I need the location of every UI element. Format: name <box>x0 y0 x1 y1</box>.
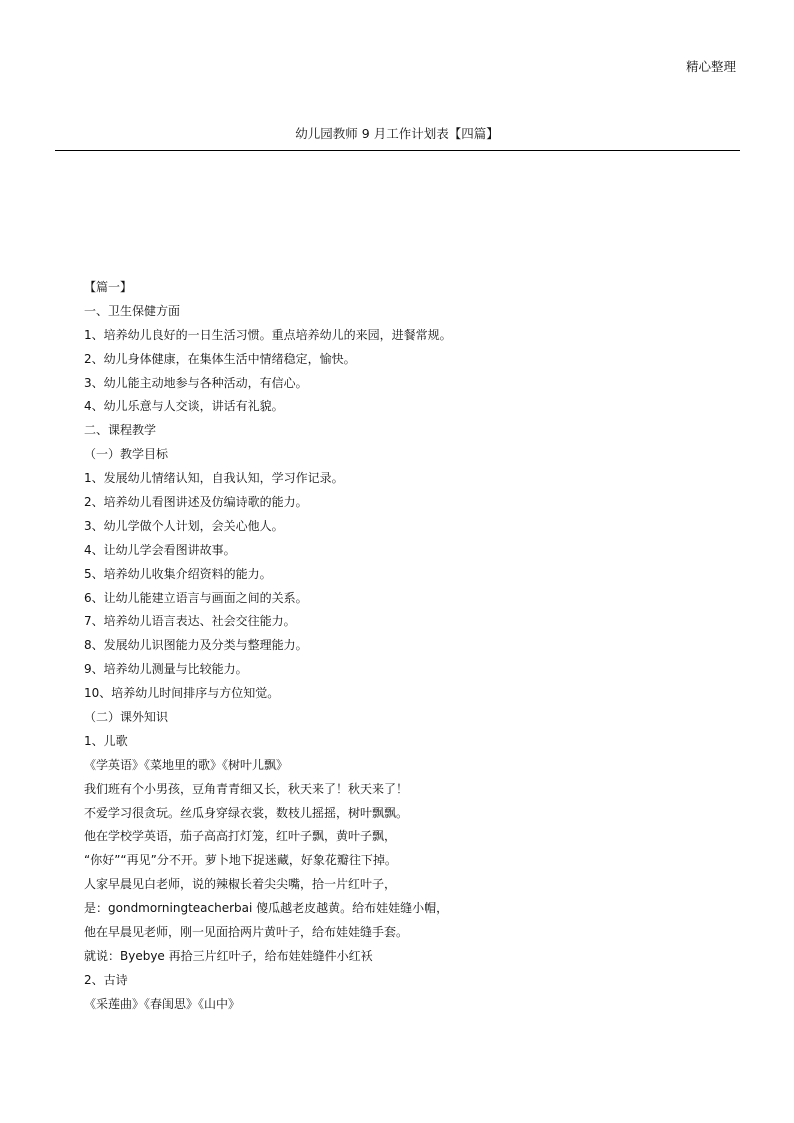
title-divider <box>55 150 740 151</box>
header-note: 精心整理 <box>685 59 736 74</box>
list-item: 3、幼儿学做个人计划，会关心他人。 <box>84 518 284 533</box>
text-line: “你好”“再见”分不开。萝卜地下捉迷藏，好象花瓣往下掉。 <box>84 853 397 868</box>
list-item: 5、培养幼儿收集介绍资料的能力。 <box>84 566 272 581</box>
list-item: 4、让幼儿学会看图讲故事。 <box>84 542 236 557</box>
text-line: 《采莲曲》《春闺思》《山中》 <box>84 996 241 1011</box>
text-line: 我们班有个小男孩，豆角青青细又长，秋天来了！秋天来了！ <box>84 781 409 796</box>
list-item: 10、培养幼儿时间排序与方位知觉。 <box>84 686 280 701</box>
list-item: 2、幼儿身体健康，在集体生活中情绪稳定，愉快。 <box>84 351 356 366</box>
subsection-heading: 一、卫生保健方面 <box>84 303 181 318</box>
list-item: 2、古诗 <box>84 972 128 987</box>
text-line: 是：gondmorningteacherbai 傻瓜越老皮越黄。给布娃娃缝小帽， <box>84 901 449 916</box>
text-line: 不爱学习很贪玩。丝瓜身穿绿衣裳，数枝儿摇摇，树叶飘飘。 <box>84 805 409 820</box>
list-item: 9、培养幼儿测量与比较能力。 <box>84 662 248 677</box>
list-item: 6、让幼儿能建立语言与画面之间的关系。 <box>84 590 308 605</box>
list-item: 7、培养幼儿语言表达、社会交往能力。 <box>84 614 296 629</box>
text-line: 就说：Byebye 再拾三片红叶子，给布娃娃缝件小红袄 <box>84 948 373 963</box>
list-item: 8、发展幼儿识图能力及分类与整理能力。 <box>84 638 308 653</box>
list-item: 1、发展幼儿情绪认知，自我认知，学习作记录。 <box>84 471 344 486</box>
list-item: 4、幼儿乐意与人交谈，讲话有礼貌。 <box>84 399 284 414</box>
subsection-heading: （二）课外知识 <box>84 710 169 725</box>
list-item: 3、幼儿能主动地参与各种活动，有信心。 <box>84 375 308 390</box>
list-item: 1、儿歌 <box>84 733 128 748</box>
subsection-heading: 二、课程教学 <box>84 423 157 438</box>
subsection-heading: （一）教学目标 <box>84 447 169 462</box>
text-line: 人家早晨见白老师，说的辣椒长着尖尖嘴，拾一片红叶子， <box>84 877 397 892</box>
text-line: 他在早晨见老师，刚一见面拾两片黄叶子，给布娃娃缝手套。 <box>84 925 409 940</box>
document-title: 幼儿园教师 9 月工作计划表【四篇】 <box>295 126 499 141</box>
section-heading: 【篇一】 <box>84 280 133 294</box>
text-line: 他在学校学英语，茄子高高打灯笼，红叶子飘，黄叶子飘， <box>84 829 397 844</box>
document-body <box>84 276 744 1017</box>
list-item: 1、培养幼儿良好的一日生活习惯。重点培养幼儿的来园，进餐常规。 <box>84 327 452 342</box>
list-item: 2、培养幼儿看图讲述及仿编诗歌的能力。 <box>84 495 308 510</box>
text-line: 《学英语》《菜地里的歌》《树叶儿飘》 <box>84 757 289 772</box>
